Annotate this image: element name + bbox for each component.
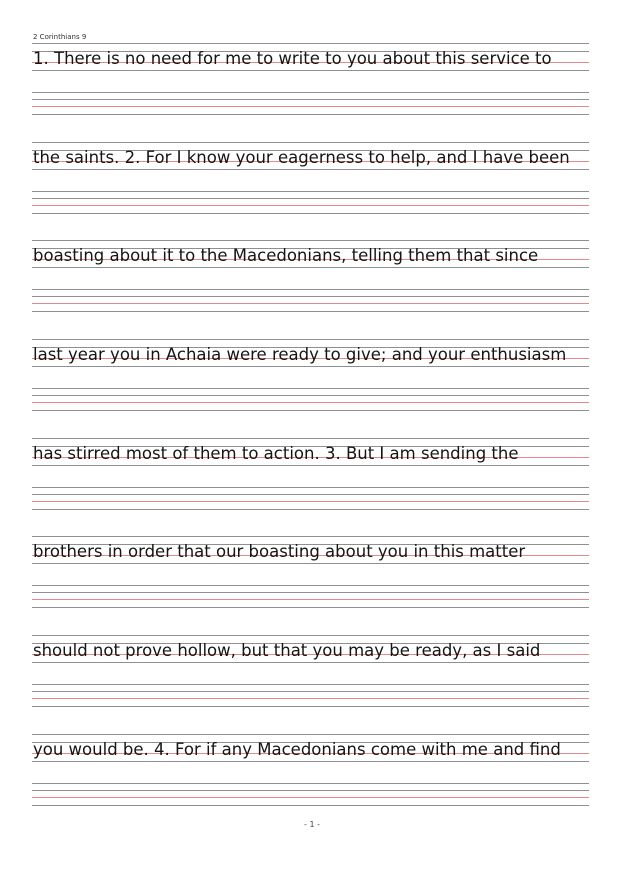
practice-rule bbox=[32, 289, 589, 290]
practice-red-rule bbox=[32, 599, 589, 600]
top-rule bbox=[32, 438, 589, 439]
writing-block bbox=[32, 240, 589, 312]
base-rule bbox=[32, 761, 589, 762]
practice-red-rule bbox=[32, 303, 589, 304]
practice-rule bbox=[32, 509, 589, 510]
practice-rule bbox=[32, 191, 589, 192]
practice-rule bbox=[32, 395, 589, 396]
top-rule bbox=[32, 635, 589, 636]
verse-line-2: the saints. 2. For I know your eagerness to help, and I have been bbox=[33, 148, 570, 167]
writing-block bbox=[32, 43, 589, 115]
practice-rule bbox=[32, 494, 589, 495]
practice-rule bbox=[32, 296, 589, 297]
verse-line-5: has stirred most of them to action. 3. But I am sending the bbox=[33, 444, 519, 463]
writing-block bbox=[32, 339, 589, 411]
practice-rule bbox=[32, 706, 589, 707]
top-rule bbox=[32, 734, 589, 735]
writing-block bbox=[32, 635, 589, 707]
verse-line-3: boasting about it to the Macedonians, telling them that since bbox=[33, 246, 539, 265]
top-rule bbox=[32, 43, 589, 44]
practice-rule bbox=[32, 487, 589, 488]
page-number: - 1 - bbox=[304, 820, 320, 829]
practice-red-rule bbox=[32, 698, 589, 699]
base-rule bbox=[32, 563, 589, 564]
practice-rule bbox=[32, 410, 589, 411]
base-rule bbox=[32, 70, 589, 71]
practice-rule bbox=[32, 691, 589, 692]
practice-rule bbox=[32, 388, 589, 389]
practice-rule bbox=[32, 114, 589, 115]
practice-rule bbox=[32, 805, 589, 806]
writing-block bbox=[32, 734, 589, 806]
verse-line-1: 1. There is no need for me to write to you about this service to bbox=[33, 49, 552, 68]
practice-rule bbox=[32, 92, 589, 93]
practice-red-rule bbox=[32, 501, 589, 502]
practice-red-rule bbox=[32, 797, 589, 798]
writing-block bbox=[32, 438, 589, 510]
practice-rule bbox=[32, 99, 589, 100]
practice-rule bbox=[32, 607, 589, 608]
writing-block bbox=[32, 536, 589, 608]
practice-rule bbox=[32, 790, 589, 791]
practice-red-rule bbox=[32, 402, 589, 403]
top-rule bbox=[32, 142, 589, 143]
practice-rule bbox=[32, 311, 589, 312]
top-rule bbox=[32, 536, 589, 537]
base-rule bbox=[32, 366, 589, 367]
practice-rule bbox=[32, 783, 589, 784]
practice-rule bbox=[32, 684, 589, 685]
practice-rule bbox=[32, 198, 589, 199]
base-rule bbox=[32, 662, 589, 663]
practice-rule bbox=[32, 213, 589, 214]
verse-line-6: brothers in order that our boasting about you in this matter bbox=[33, 542, 526, 561]
practice-red-rule bbox=[32, 106, 589, 107]
page-header-chapter: 2 Corinthians 9 bbox=[33, 33, 87, 41]
writing-block bbox=[32, 142, 589, 214]
verse-line-8: you would be. 4. For if any Macedonians come with me and find bbox=[33, 740, 561, 759]
practice-rule bbox=[32, 585, 589, 586]
practice-red-rule bbox=[32, 205, 589, 206]
base-rule bbox=[32, 465, 589, 466]
base-rule bbox=[32, 169, 589, 170]
practice-rule bbox=[32, 592, 589, 593]
verse-line-7: should not prove hollow, but that you may be ready, as I said bbox=[33, 641, 541, 660]
top-rule bbox=[32, 339, 589, 340]
top-rule bbox=[32, 240, 589, 241]
verse-line-4: last year you in Achaia were ready to give; and your enthusiasm bbox=[33, 345, 567, 364]
base-rule bbox=[32, 267, 589, 268]
